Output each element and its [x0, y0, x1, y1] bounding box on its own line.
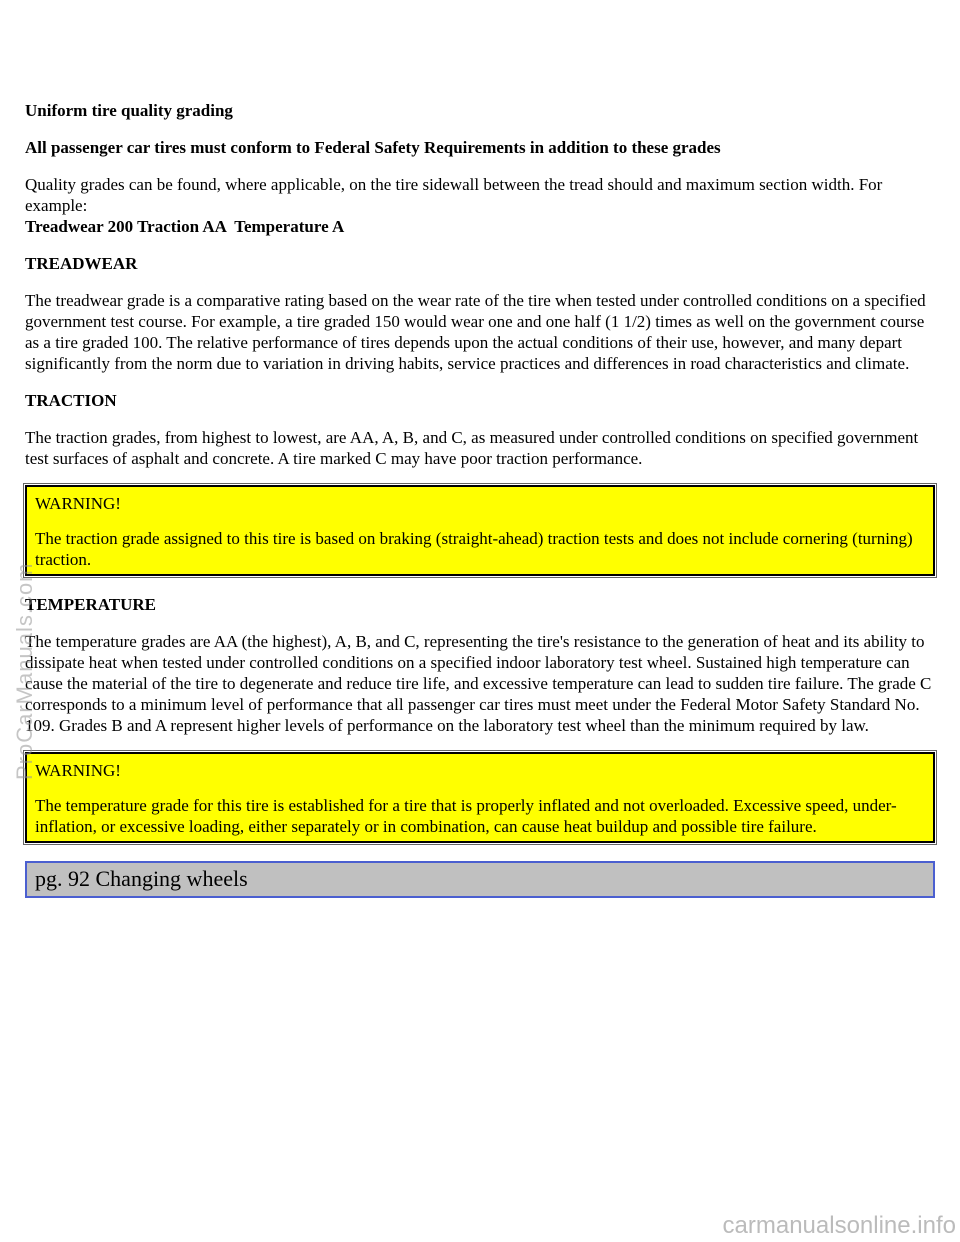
- next-page-link[interactable]: pg. 92 Changing wheels: [25, 861, 935, 898]
- grade-example: Treadwear 200 Traction AA Temperature A: [25, 217, 345, 236]
- warning-title: WARNING!: [35, 761, 121, 780]
- treadwear-body: The treadwear grade is a comparative rating based on the wear rate of the tire when tested under controlled conditions on a specified government test course. For example, a tire graded 150 would wear one and one half (1 1/2) times as well on the government course as a tire graded 100. The relative performance of tires depends upon the actual conditions of their use, however, and many depart significantly from the norm due to variation in driving habits, service practices and differences in road characteristics and climate.: [25, 291, 926, 373]
- warning-text: The temperature grade for this tire is established for a tire that is properly inflated and not overloaded. Excessive speed, under-inflation, or excessive loading, either separately or in combination, can cause heat buildup and possible tire failure.: [35, 796, 897, 836]
- manual-page: [25, 100, 935, 898]
- treadwear-heading: TREADWEAR: [25, 254, 138, 273]
- temperature-warning-box: [25, 752, 935, 843]
- traction-warning-box: [25, 485, 935, 576]
- traction-body: The traction grades, from highest to lowest, are AA, A, B, and C, as measured under controlled conditions on specified government test surfaces of asphalt and concrete. A tire marked C may have poor traction performance.: [25, 428, 919, 468]
- temperature-body: The temperature grades are AA (the highest), A, B, and C, representing the tire's resistance to the generation of heat and its ability to dissipate heat when tested under controlled conditions on a specified indoor laboratory test wheel. Sustained high temperature can cause the material of the tire to degenerate and reduce tire life, and excessive temperature can lead to sudden tire failure. The grade C corresponds to a minimum level of performance that all passenger car tires must meet under the Federal Motor Safety Standard No. 109. Grades B and A represent higher levels of performance on the laboratory test wheel than the minimum required by law.: [25, 632, 932, 735]
- warning-text: The traction grade assigned to this tire is based on braking (straight-ahead) traction tests and does not include cornering (turning) traction.: [35, 529, 913, 569]
- bottom-watermark: carmanualsonline.info: [722, 1212, 956, 1239]
- page-title: Uniform tire quality grading: [25, 101, 233, 120]
- temperature-heading: TEMPERATURE: [25, 595, 156, 614]
- intro-paragraph: [25, 174, 935, 237]
- page-subtitle: All passenger car tires must conform to Federal Safety Requirements in addition to these grades: [25, 138, 721, 157]
- traction-heading: TRACTION: [25, 391, 117, 410]
- side-watermark: ProCarManuals.com: [12, 562, 37, 780]
- warning-title: WARNING!: [35, 494, 121, 513]
- intro-text: Quality grades can be found, where applicable, on the tire sidewall between the tread should and maximum section width. For example:: [25, 175, 883, 215]
